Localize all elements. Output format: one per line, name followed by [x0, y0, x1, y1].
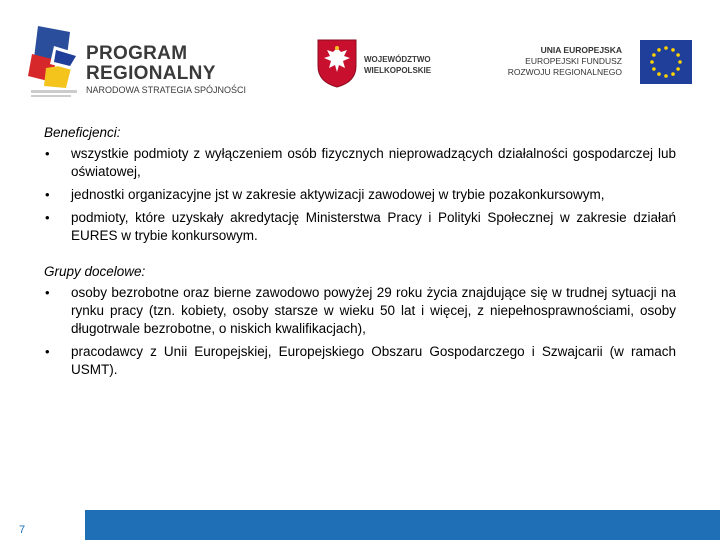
wojewodztwo-line2: WIELKOPOLSKIE — [364, 66, 432, 75]
list-item: • osoby bezrobotne oraz bierne zawodowo powyżej 29 roku życia znajdujące się w trudnej sytuacji na rynku pracy (tzn. kobiety, osoby starsze w wieku 50 lat i więcej, z niepełnosprawnościami, osoby długotrwale bezrobotne, o niskich kwalifikacjach), — [44, 284, 676, 338]
program-logo-line2: REGIONALNY — [86, 63, 216, 84]
eagle-shield-icon — [316, 38, 358, 88]
page-number-box — [0, 510, 85, 540]
list-item: • wszystkie podmioty z wyłączeniem osób fizycznych nieprowadzących działalności gospodarczej lub oświatowej, — [44, 145, 676, 181]
eu-fund-logo — [496, 40, 696, 90]
wojewodztwo-logo — [316, 38, 446, 88]
eu-line2: EUROPEJSKI FUNDUSZ — [525, 56, 622, 66]
footer-blue-band — [85, 510, 720, 540]
grupy-docelowe-heading: Grupy docelowe: — [44, 264, 146, 279]
logo-header — [0, 0, 720, 110]
beneficjenci-section — [44, 124, 676, 245]
eu-line3: ROZWOJU REGIONALNEGO — [507, 67, 622, 77]
footer-bar — [0, 510, 720, 540]
beneficjenci-list — [44, 145, 676, 245]
beneficjenci-heading: Beneficjenci: — [44, 125, 121, 140]
wojewodztwo-line1: WOJEWÓDZTWO — [364, 55, 431, 64]
eu-line1: UNIA EUROPEJSKA — [540, 45, 622, 55]
program-regionalny-mark-icon — [26, 24, 82, 100]
grupy-docelowe-list — [44, 284, 676, 379]
page-number: 7 — [19, 524, 26, 536]
grupy-docelowe-section — [44, 263, 676, 379]
program-logo-line3: NARODOWA STRATEGIA SPÓJNOŚCI — [86, 85, 247, 95]
program-logo-line1: PROGRAM — [86, 43, 188, 64]
eu-flag-icon — [640, 40, 692, 84]
program-regionalny-logo — [26, 24, 256, 104]
list-item: • pracodawcy z Unii Europejskiej, Europejskiego Obszaru Gospodarczego i Szwajcarii (w ramach USMT). — [44, 343, 676, 379]
list-item: • jednostki organizacyjne jst w zakresie aktywizacji zawodowej w trybie pozakonkursowym, — [44, 186, 676, 204]
slide-content — [44, 124, 676, 384]
list-item: • podmioty, które uzyskały akredytację Ministerstwa Pracy i Polityki Społecznej w zakresie działań EURES w trybie konkursowym. — [44, 209, 676, 245]
